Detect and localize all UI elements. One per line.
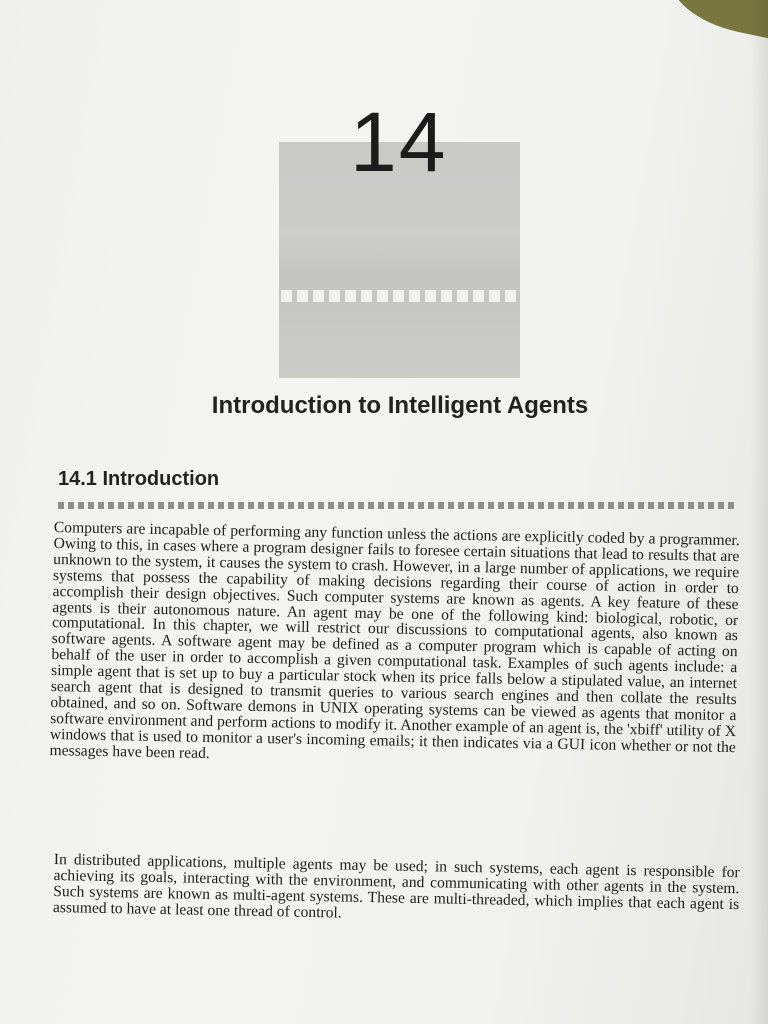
paragraph-text: Computers are incapable of performing any function unless the actions are explicitly coded by a programmer. Owing to this, in cases where a program designer fails to foresee certain situations that lead to results that are unknown to the system, it causes the system to crash. However, in a large number of applications, we require systems that possess the capability of making decisions regarding their course of action in order to accomplish their design objectives. Such computer systems are known as agents. A key feature of these agents is their autonomous nature. An agent may be one of the following kind: biological, robotic, or computational. In this chapter, we will restrict our discussions to computational agents, also known as software agents. A software agent may be defined as a computer program which is capable of acting on behalf of the user in order to accomplish a given computational task. Examples of such agents include: a simple agent that is set up to buy a particular stock when its price falls below a stipulated value, an internet search agent that is designed to transmit queries to various search engines and then collate the results obtained, and so on. Software demons in UNIX operating systems can be viewed as agents that monitor a software environment and perform actions to modify it. Another example of an agent is, the 'xbiff' utility of X windows that is used to monitor a user's incoming emails; it then indicates via a GUI icon whether or not the messages have been read. [49,519,740,762]
paragraph-2 [53,852,740,929]
paragraph-1 [49,520,739,772]
page-edge-shadow [750,0,768,1024]
section-divider [58,502,738,509]
chapter-number: 14 [350,95,448,189]
chapter-title: Introduction to Intelligent Agents [211,392,589,419]
chapter-graphic-band [279,290,520,304]
section-heading: 14.1 Introduction [58,468,220,490]
paragraph-text: In distributed applications, multiple agents may be used; in such systems, each agent is responsible for achieving its goals, interacting with the environment, and communicating with other agents in the system. Such systems are known as multi-agent systems. These are multi-threaded, which implies that each agent is assumed to have at least one thread of control. [52,851,740,922]
